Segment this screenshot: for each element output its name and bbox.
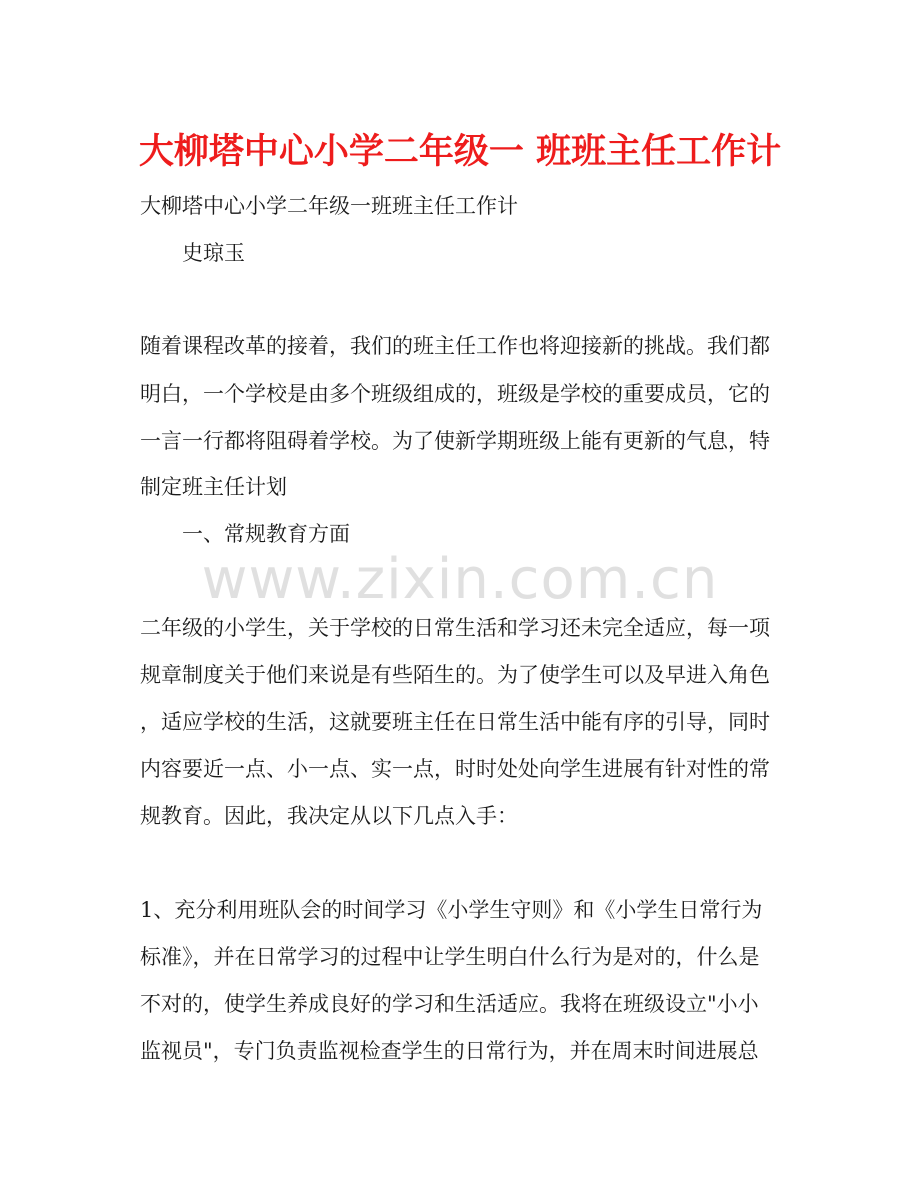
para3-line-1: 1、充分利用班队会的时间学习《小学生守则》和《小学生日常行为	[140, 898, 763, 922]
intro-line-3: 一言一行都将阻碍着学校。为了使新学期班级上能有更新的气息，特	[140, 429, 770, 453]
watermark: www.zixin.com.cn	[201, 547, 719, 612]
intro-line-2: 明白，一个学校是由多个班级组成的，班级是学校的重要成员，它的	[140, 382, 770, 406]
document-title: 大柳塔中心小学二年级一 班班主任工作计	[138, 132, 782, 172]
document-subtitle: 大柳塔中心小学二年级一班班主任工作计	[140, 194, 518, 218]
para2-line-4: 内容要近一点、小一点、实一点，时时处处向学生进展有针对性的常	[140, 757, 770, 781]
para2-line-3: ，适应学校的生活，这就要班主任在日常生活中能有序的引导，同时	[140, 710, 770, 734]
para2-line-1: 二年级的小学生，关于学校的日常生活和学习还未完全适应，每一项	[140, 616, 770, 640]
author-name: 史琼玉	[182, 241, 245, 265]
para2-line-2: 规章制度关于他们来说是有些陌生的。为了使学生可以及早进入角色	[140, 663, 770, 687]
section-heading: 一、常规教育方面	[182, 522, 350, 546]
para3-line-4: 监视员"，专门负责监视检查学生的日常行为，并在周末时间进展总	[140, 1039, 759, 1063]
para2-line-5: 规教育。因此，我决定从以下几点入手：	[140, 804, 518, 828]
intro-line-4: 制定班主任计划	[140, 475, 287, 499]
para3-line-2: 标准》，并在日常学习的过程中让学生明白什么行为是对的，什么是	[140, 945, 760, 969]
intro-line-1: 随着课程改革的接着，我们的班主任工作也将迎接新的挑战。我们都	[140, 334, 770, 358]
para3-line-3: 不对的，使学生养成良好的学习和生活适应。我将在班级设立"小小	[140, 992, 759, 1016]
